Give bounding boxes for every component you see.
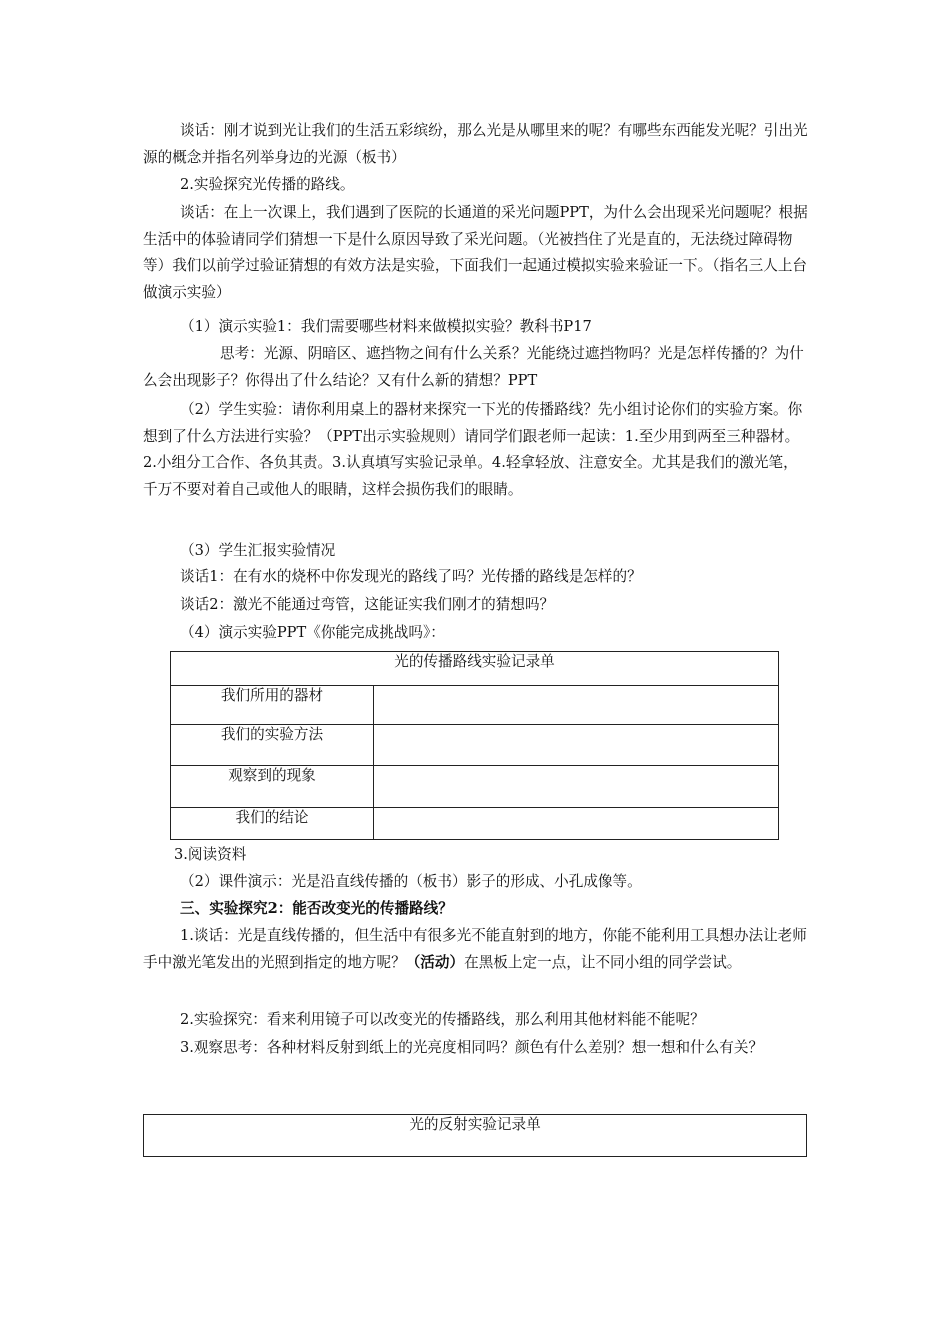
propagation-table-title: 光的传播路线实验记录单 — [171, 652, 779, 686]
reflection-record-table — [143, 1114, 807, 1157]
paragraph-student-experiment: （2）学生实验：请你利用桌上的器材来探究一下光的传播路线？先小组讨论你们的实验方案。你想到了什么方法进行实验？（PPT出示实验规则）请同学们跟老师一起读：1.至少用到两至三种器材。2.小组分工合作、各负其责。3.认真填写实验记录单。4.轻拿轻放、注意安全。尤其是我们的激光笔，千万不要对着自己或他人的眼睛，这样会损伤我们的眼睛。 — [143, 401, 803, 498]
paragraph-experiment-heading: 2.实验探究光传播的路线。 — [180, 176, 355, 193]
paragraph-observe-think: 3.观察思考：各种材料反射到纸上的光亮度相同吗？颜色有什么差别？想一想和什么有关？ — [180, 1039, 764, 1056]
table-row-value — [374, 686, 779, 725]
table-row-value — [374, 766, 779, 808]
paragraph-demo-experiment-1: （1）演示实验1：我们需要哪些材料来做模拟实验？教科书P17 — [180, 318, 592, 335]
propagation-record-table — [170, 651, 779, 840]
table-row-value — [374, 808, 779, 840]
reflection-table-title: 光的反射实验记录单 — [144, 1115, 807, 1157]
paragraph-talk-2: 谈话2：激光不能通过弯管，这能证实我们刚才的猜想吗？ — [180, 596, 555, 613]
paragraph-experiment-explore: 2.实验探究：看来利用镜子可以改变光的传播路线，那么利用其他材料能不能呢？ — [180, 1011, 705, 1028]
table-row-label: 我们的实验方法 — [171, 725, 374, 766]
activity-label: （活动） — [405, 953, 465, 971]
paragraph-lighting-problem-talk: 谈话：在上一次课上，我们遇到了医院的长通道的采光问题PPT，为什么会出现采光问题呢？根据生活中的体验请同学们猜想一下是什么原因导致了采光问题。（光被挡住了光是直的，无法绕过障碍物等）我们以前学过验证猜想的有效方法是实验，下面我们一起通过模拟实验来验证一下。（指名三人上台做演示实验） — [143, 204, 808, 301]
section-heading-reflection: 三、实验探究2：能否改变光的传播路线？ — [180, 900, 453, 917]
paragraph-reading-material: 3.阅读资料 — [174, 846, 247, 863]
activity-talk-text: 1.谈话：光是直线传播的，但生活中有很多光不能直射到的地方，你能不能利用工具想办法让老师手中激光笔发出的光照到指定的地方呢？ — [143, 927, 807, 971]
table-row-label: 观察到的现象 — [171, 766, 374, 808]
paragraph-activity-talk — [143, 923, 809, 976]
paragraph-student-report: （3）学生汇报实验情况 — [180, 542, 336, 559]
paragraph-courseware-demo: （2）课件演示：光是沿直线传播的（板书）影子的形成、小孔成像等。 — [180, 873, 642, 890]
table-row-value — [374, 725, 779, 766]
paragraph-demo-experiment-ppt: （4）演示实验PPT《你能完成挑战吗》： — [180, 624, 445, 641]
table-row-label: 我们的结论 — [171, 808, 374, 840]
activity-talk-text-end: 在黑板上定一点，让不同小组的同学尝试。 — [464, 953, 742, 971]
paragraph-talk-1: 谈话1：在有水的烧杯中你发现光的路线了吗？光传播的路线是怎样的？ — [180, 568, 642, 585]
paragraph-thinking: 思考：光源、阴暗区、遮挡物之间有什么关系？光能绕过遮挡物吗？光是怎样传播的？为什么会出现影子？你得出了什么结论？又有什么新的猜想？PPT — [143, 345, 804, 389]
paragraph-light-source-talk: 谈话：刚才说到光让我们的生活五彩缤纷，那么光是从哪里来的呢？有哪些东西能发光呢？引出光源的概念并指名列举身边的光源（板书） — [143, 122, 808, 166]
table-row-label: 我们所用的器材 — [171, 686, 374, 725]
